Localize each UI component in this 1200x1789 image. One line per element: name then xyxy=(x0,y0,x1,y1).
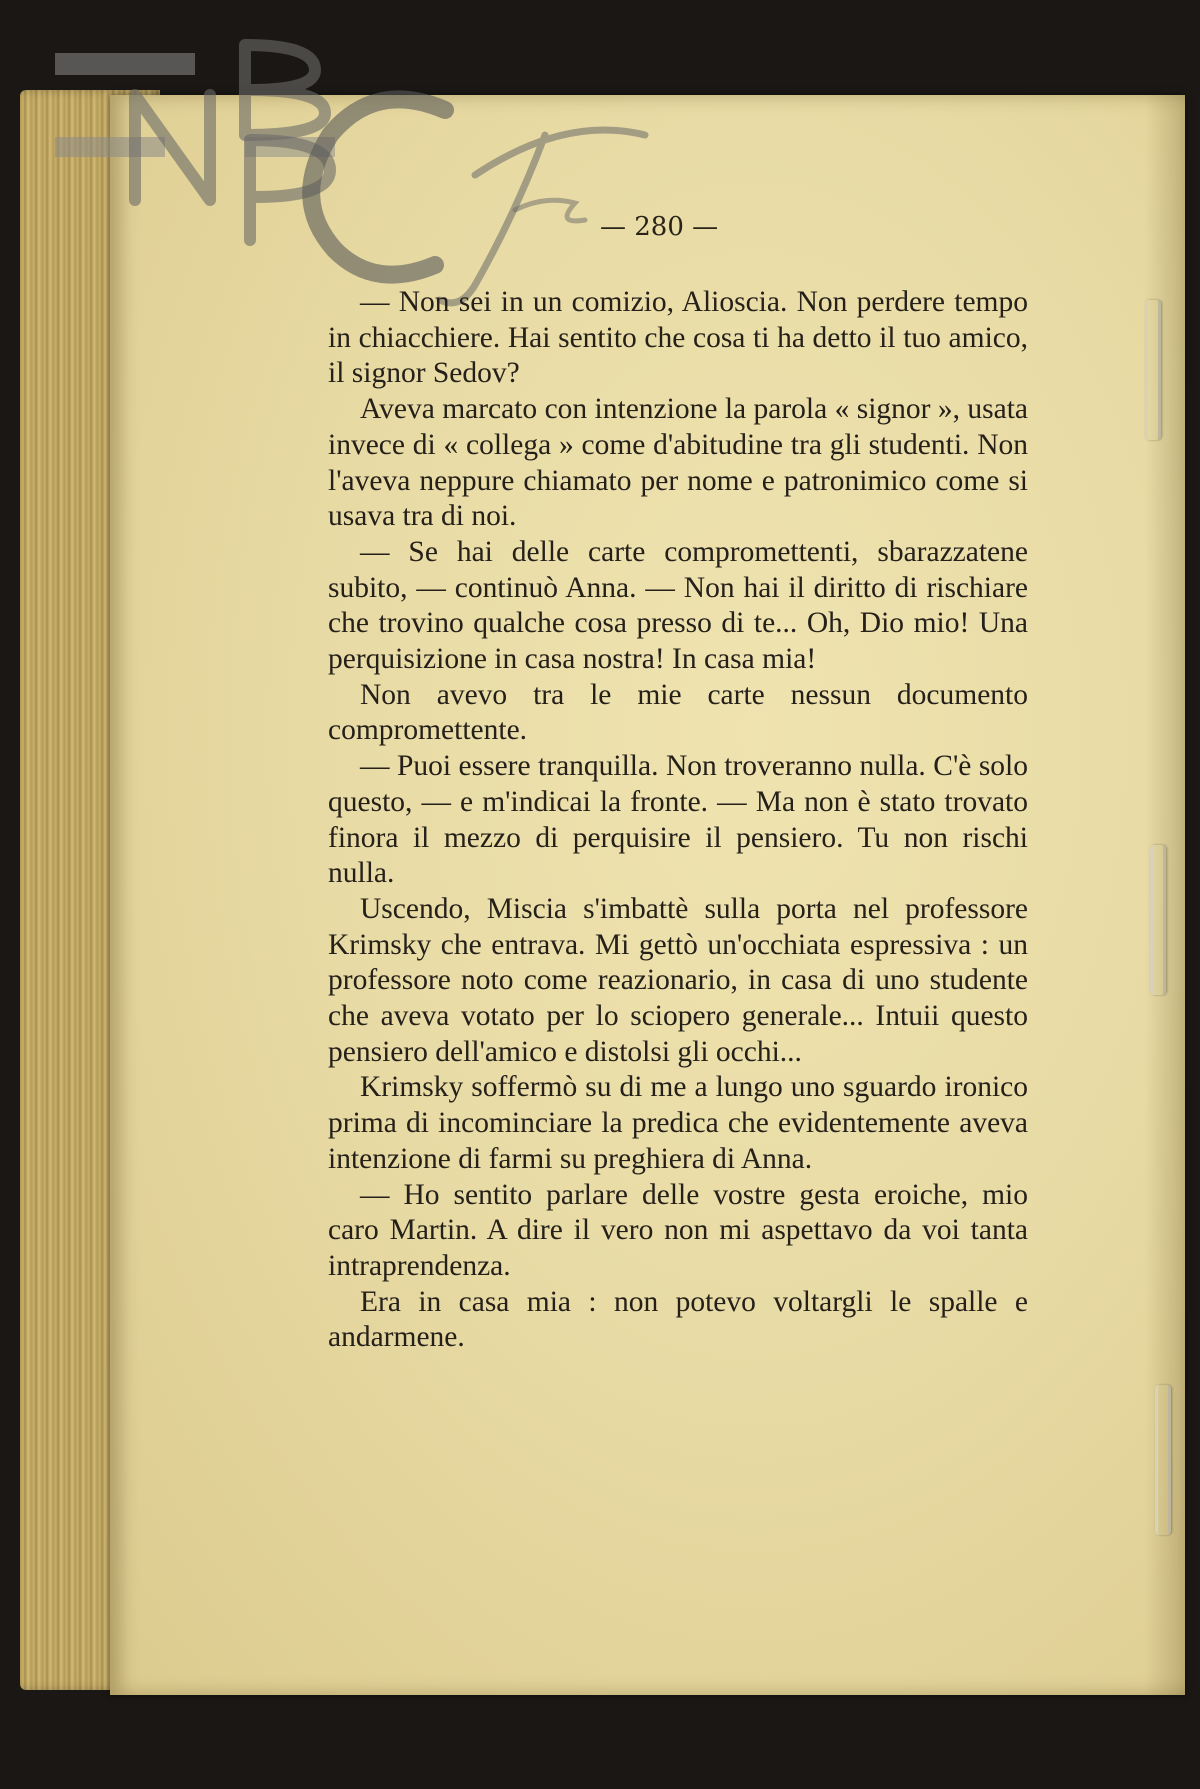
paragraph: Aveva marcato con intenzione la parola « signor », usata invece di « collega » come d'abitudine tra gli studenti. Non l'aveva neppure chiamato per nome e patronimico come si usava tra di noi. xyxy=(328,393,1028,533)
paragraph: Uscendo, Miscia s'imbattè sulla porta nel professore Krimsky che entrava. Mi gettò un'occhiata espressiva : un professore noto come reazionario, in casa di uno studente che aveva votato per lo sciopero generale... Intuii questo pensiero dell'amico e distolsi gli occhi... xyxy=(328,892,1028,1068)
binding-thread xyxy=(1155,1385,1171,1535)
body-text xyxy=(328,285,1028,1356)
paragraph: — Se hai delle carte compromettenti, sbarazzatene subito, — continuò Anna. — Non hai il diritto di rischiare che trovino qualche cosa presso di te... Oh, Dio mio! Una perquisizione in casa nostra! In casa mia! xyxy=(328,535,1028,676)
binding-thread xyxy=(1150,845,1166,995)
binding-thread xyxy=(1145,300,1161,440)
paragraph: — Ho sentito parlare delle vostre gesta eroiche, mio caro Martin. A dire il vero non mi aspettavo da voi tanta intraprendenza. xyxy=(328,1178,1028,1282)
paragraph: Era in casa mia : non potevo voltargli le spalle e andarmene. xyxy=(328,1285,1028,1354)
paragraph: Krimsky soffermò su di me a lungo uno sguardo ironico prima di incominciare la predica che evidentemente aveva intenzione di farmi su preghiera di Anna. xyxy=(328,1071,1028,1175)
page-number: — 280 — xyxy=(600,212,719,242)
paragraph: — Non sei in un comizio, Alioscia. Non perdere tempo in chiacchiere. Hai sentito che cosa ti ha detto il tuo amico, il signor Sedov? xyxy=(328,286,1028,390)
paragraph: Non avevo tra le mie carte nessun documento compromettente. xyxy=(328,678,1028,747)
paragraph: — Puoi essere tranquilla. Non troveranno nulla. C'è solo questo, — e m'indicai la fronte. — Ma non è stato trovato finora il mezzo di perquisire il pensiero. Tu non rischi nulla. xyxy=(328,750,1028,890)
